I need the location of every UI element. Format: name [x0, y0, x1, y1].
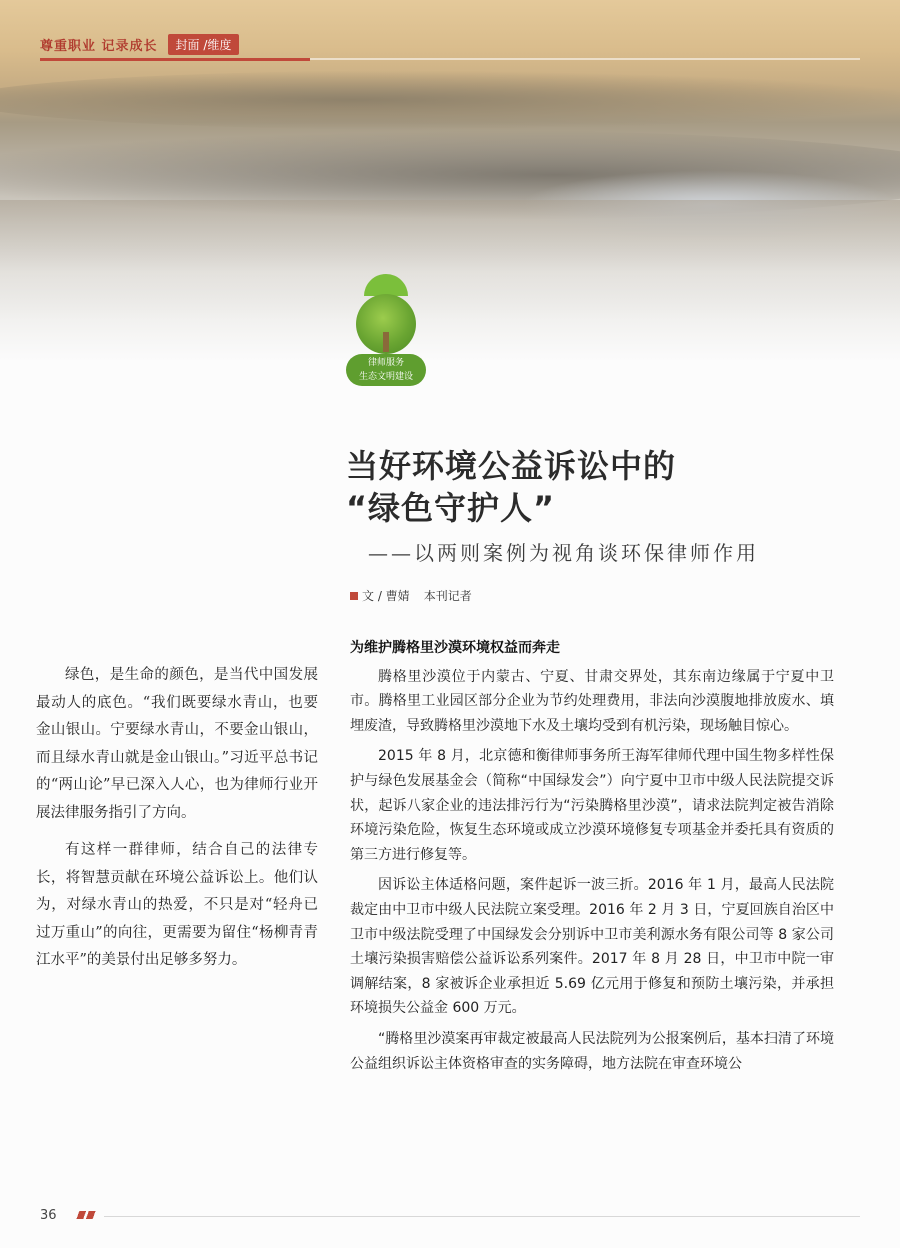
body-paragraph: 腾格里沙漠位于内蒙古、宁夏、甘肃交界处，其东南边缘属于宁夏中卫市。腾格里工业园区部分企业为节约处理费用，非法向沙漠腹地排放废水、填埋废渣，导致腾格里沙漠地下水及土壤均受到有机污染，现场触目惊心。: [350, 668, 834, 734]
header-rule-light: [310, 58, 860, 60]
desert-photo-banner: [0, 0, 900, 360]
article-title-line1: 当好环境公益诉讼中的: [346, 447, 677, 485]
badge-label: [346, 354, 426, 386]
body-section-heading: 为维护腾格里沙漠环境权益而奔走: [350, 640, 560, 656]
byline-author: 文 / 曹婧: [362, 589, 410, 603]
body-paragraph: 因诉讼主体适格问题，案件起诉一波三折。2016 年 1 月，最高人民法院裁定由中卫市中级人民法院立案受理。2016 年 2 月 3 日，宁夏回族自治区中卫市中级法院受理了中国绿发会分别诉中卫市美利源水务有限公司等 8 家公司土壤污染损害赔偿公益诉讼系列案件。2017 年 8 月 28 日，中卫市中院一审调解结案，8 家被诉企业承担近 5.69 亿元用于修复和预防土壤污染，并承担环境损失公益金 600 万元。: [350, 877, 834, 1017]
byline: [350, 587, 472, 604]
page-header: [40, 34, 239, 54]
tree-trunk: [383, 332, 389, 352]
pull-quote-paragraph: 绿色，是生命的颜色，是当代中国发展最动人的底色。“我们既要绿水青山，也要金山银山。宁要绿水青山，不要金山银山，而且绿水青山就是金山银山。”习近平总书记的“两山论”早已深入人心，也为律师行业开展法律服务指引了方向。: [36, 667, 318, 821]
body-paragraph: “腾格里沙漠案再审裁定被最高人民法院列为公报案例后，基本扫清了环境公益组织诉讼主体资格审查的实务障碍，地方法院在审查环境公: [350, 1030, 834, 1072]
badge-label-line2: 生态文明建设: [358, 372, 413, 382]
header-rule: [40, 58, 310, 61]
lawyer-ecology-badge: [346, 272, 426, 392]
magazine-slogan: 尊重职业 记录成长: [40, 38, 158, 54]
article-title: [346, 445, 676, 529]
article-subtitle: ——以两则案例为视角谈环保律师作用: [368, 541, 759, 565]
byline-square-icon: [350, 592, 358, 600]
pull-quote-paragraph: 有这样一群律师，结合自己的法律专长，将智慧贡献在环境公益诉讼上。他们认为，对绿水青山的热爱，不只是对“轻舟已过万重山”的向往，更需要为留住“杨柳青青江水平”的美景付出足够多努力。: [36, 842, 318, 968]
pull-quote: [36, 662, 318, 975]
footer-slash-mark: [74, 1211, 98, 1219]
photo-ridge: [0, 70, 900, 130]
photo-dune-fade: [0, 200, 900, 320]
article-body: [350, 636, 834, 1076]
umbrella-icon: [364, 274, 408, 296]
byline-role: 本刊记者: [423, 589, 472, 603]
body-paragraph: 2015 年 8 月，北京德和衡律师事务所王海军律师代理中国生物多样性保护与绿色发展基金会（简称“中国绿发会”）向宁夏中卫市中级人民法院提交诉状，起诉八家企业的违法排污行为“污染腾格里沙漠”，请求法院判定被告消除环境污染危险，恢复生态环境或成立沙漠环境修复专项基金并委托具有资质的第三方进行修复等。: [350, 748, 834, 863]
section-tag: 封面 /维度: [168, 34, 240, 55]
article-title-line2: “绿色守护人”: [346, 489, 556, 527]
footer-rule: [104, 1216, 860, 1217]
badge-label-line1: 律师服务: [367, 358, 404, 368]
page-number: 36: [40, 1208, 57, 1223]
